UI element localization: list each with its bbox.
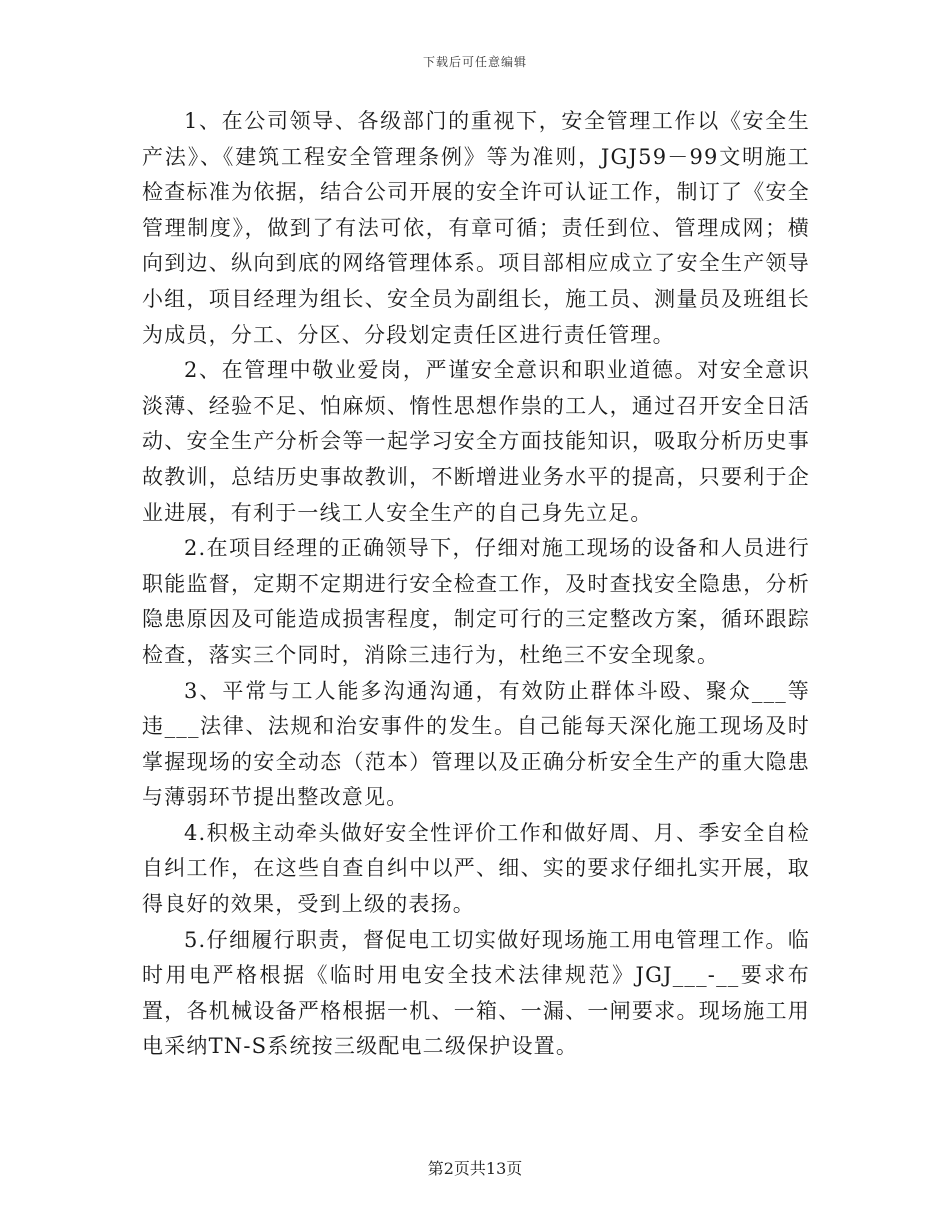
paragraph-1: 1、在公司领导、各级部门的重视下，安全管理工作以《安全生产法》、《建筑工程安全管理条例》等为准则，JGJ59－99文明施工检查标准为依据，结合公司开展的安全许可认证工作，制订了《安全管理制度》，做到了有法可依，有章可循；责任到位、管理成网；横向到边、纵向到底的网络管理体系。项目部相应成立了安全生产领导小组，项目经理为组长、安全员为副组长，施工员、测量员及班组长为成员，分工、分区、分段划定责任区进行责任管理。 bbox=[142, 109, 810, 347]
paragraph-3: 2.在项目经理的正确领导下，仔细对施工现场的设备和人员进行职能监督，定期不定期进行安全检查工作，及时查找安全隐患，分析隐患原因及可能造成损害程度，制定可行的三定整改方案，循环跟踪检查，落实三个同时，消除三违行为，杜绝三不安全现象。 bbox=[142, 536, 810, 667]
paragraph-2: 2、在管理中敬业爱岗，严谨安全意识和职业道德。对安全意识淡薄、经验不足、怕麻烦、惰性思想作祟的工人，通过召开安全日活动、安全生产分析会等一起学习安全方面技能知识，吸取分析历史事故教训，总结历史事故教训，不断增进业务水平的提高，只要利于企业进展，有利于一线工人安全生产的自己身先立足。 bbox=[142, 358, 810, 525]
header-note: 下载后可任意编辑 bbox=[422, 55, 527, 69]
paragraph-5: 4.积极主动牵头做好安全性评价工作和做好周、月、季安全自检自纠工作，在这些自查自纠中以严、细、实的要求仔细扎实开展，取得良好的效果，受到上级的表扬。 bbox=[142, 820, 810, 917]
paragraph-4: 3、平常与工人能多沟通沟通，有效防止群体斗殴、聚众___等违___法律、法规和治安事件的发生。自己能每天深化施工现场及时掌握现场的安全动态（范本）管理以及正确分析安全生产的重大隐患与薄弱环节提出整改意见。 bbox=[142, 678, 810, 810]
page-indicator: 第2页共13页 bbox=[427, 1159, 523, 1178]
document-body bbox=[142, 104, 810, 1065]
paragraph-6: 5.仔细履行职责，督促电工切实做好现场施工用电管理工作。临时用电严格根据《临时用电安全技术法律规范》JGJ___-__要求布置，各机械设备严格根据一机、一箱、一漏、一闸要求。现场施工用电采纳TN-S系统按三级配电二级保护设置。 bbox=[142, 927, 810, 1059]
